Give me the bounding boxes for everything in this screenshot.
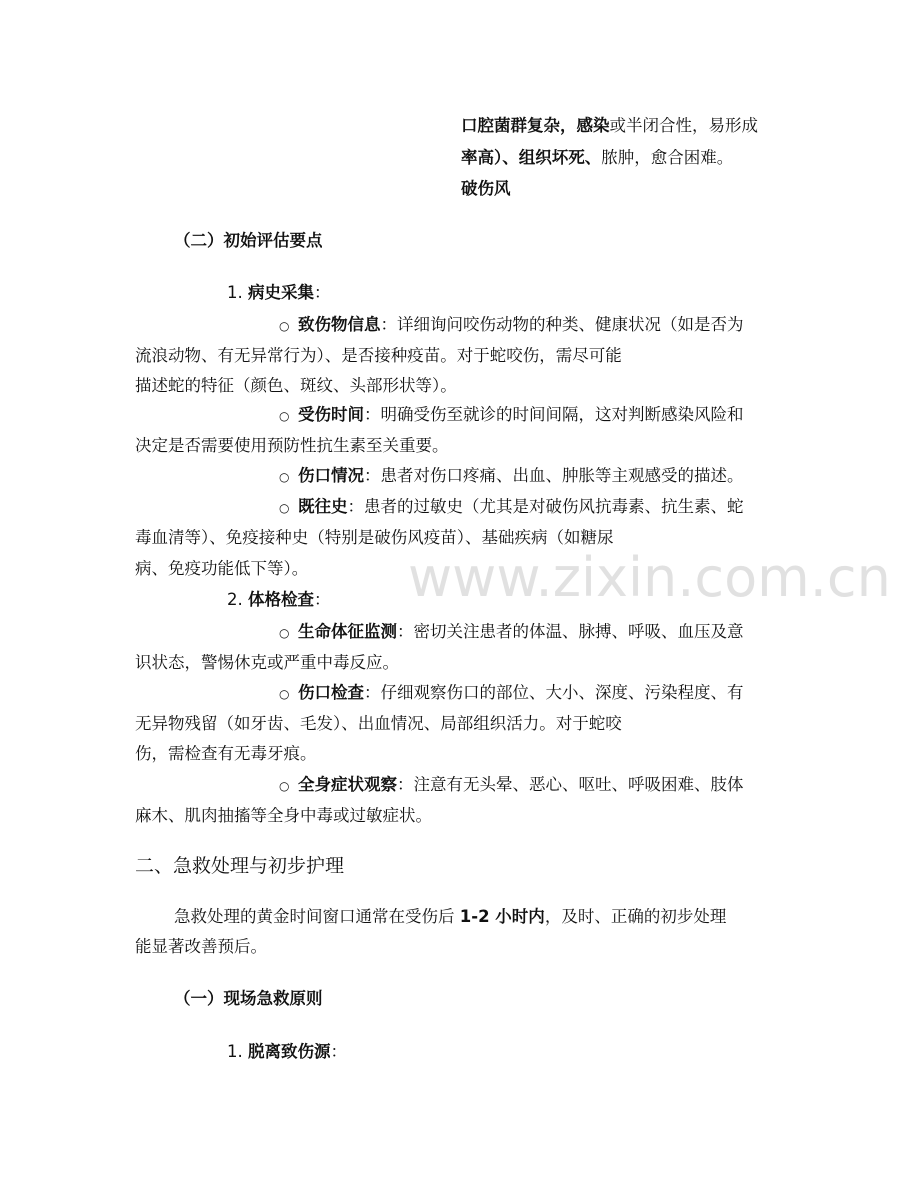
- section-heading-onsite-principles: （一）现场急救原则: [174, 989, 323, 1008]
- list-item-title: 脱离致伤源: [248, 1042, 331, 1061]
- watermark: www.zixin.com.cn: [408, 546, 891, 609]
- bullet-line: 决定是否需要使用预防性抗生素至关重要。: [135, 436, 449, 455]
- table-text-bold: 感染: [576, 116, 610, 135]
- bullet-line: [298, 317, 744, 334]
- bullet-line: 麻木、肌肉抽搐等全身中毒或过敏症状。: [135, 806, 432, 825]
- section-heading-initial-assessment: （二）初始评估要点: [174, 231, 323, 250]
- bullet-circle-icon: ○: [279, 626, 290, 640]
- bullet-line: 无异物残留（如牙齿、毛发）、出血情况、局部组织活力。对于蛇咬: [135, 714, 622, 733]
- table-text-bold: 口腔菌群复杂，: [461, 116, 577, 135]
- bullet-line: 毒血清等）、免疫接种史（特别是破伤风疫苗）、基础疾病（如糖尿: [135, 528, 614, 547]
- bullet-line: [298, 468, 744, 485]
- table-cell-line-3: 破伤风: [461, 179, 511, 198]
- list-number: 2.: [227, 590, 248, 609]
- bullet-text: ：明确受伤至就诊的时间间隔，这对判断感染风险和: [364, 405, 744, 424]
- bullet-term: 伤口情况: [298, 466, 364, 485]
- paragraph-text: 急救处理的黄金时间窗口通常在受伤后: [174, 907, 460, 926]
- list-colon: ：: [330, 1042, 347, 1061]
- paragraph-bold: 1-2 小时内: [459, 907, 545, 926]
- bullet-term: 生命体征监测: [298, 622, 397, 641]
- paragraph-text: ，及时、正确的初步处理: [544, 907, 727, 926]
- list-item-remove-source: [227, 1044, 347, 1061]
- bullet-line: 病、免疫功能低下等）。: [135, 559, 309, 578]
- list-item-title: 病史采集: [248, 283, 314, 302]
- bullet-line: 识状态，警惕休克或严重中毒反应。: [135, 653, 399, 672]
- list-number: 1.: [227, 1042, 248, 1061]
- bullet-text: ：仔细观察伤口的部位、大小、深度、污染程度、有: [364, 683, 744, 702]
- bullet-circle-icon: ○: [279, 470, 290, 484]
- bullet-circle-icon: ○: [279, 687, 290, 701]
- bullet-text: ：密切关注患者的体温、脉搏、呼吸、血压及意: [397, 622, 744, 641]
- bullet-circle-icon: ○: [279, 501, 290, 515]
- list-item-history: [227, 285, 331, 302]
- bullet-line: [298, 407, 744, 424]
- section-heading-first-aid: 二、急救处理与初步护理: [135, 855, 345, 877]
- bullet-line: [298, 685, 744, 702]
- bullet-term: 受伤时间: [298, 405, 364, 424]
- bullet-term: 伤口检查: [298, 683, 364, 702]
- table-cell-line-1: [461, 118, 758, 135]
- list-number: 1.: [227, 283, 248, 302]
- list-colon: ：: [314, 283, 331, 302]
- table-text-bold: 率高）、组织坏死、: [461, 148, 602, 167]
- list-item-title: 体格检查: [248, 590, 314, 609]
- table-text: 脓肿，愈合困难。: [601, 148, 734, 167]
- table-text: 或半闭合性，易形成: [609, 116, 758, 135]
- paragraph-line: [174, 909, 726, 926]
- bullet-term: 既往史: [298, 497, 348, 516]
- list-item-physical-exam: [227, 592, 331, 609]
- bullet-term: 致伤物信息: [298, 315, 381, 334]
- bullet-circle-icon: ○: [279, 319, 290, 333]
- bullet-line: [298, 624, 744, 641]
- bullet-text: ：患者对伤口疼痛、出血、肿胀等主观感受的描述。: [364, 466, 744, 485]
- bullet-line: [298, 777, 744, 794]
- bullet-circle-icon: ○: [279, 779, 290, 793]
- table-cell-line-2: [461, 150, 733, 167]
- bullet-line: 伤，需检查有无毒牙痕。: [135, 744, 317, 763]
- bullet-term: 全身症状观察: [298, 775, 397, 794]
- bullet-line: 流浪动物、有无异常行为）、是否接种疫苗。对于蛇咬伤，需尽可能: [135, 346, 622, 365]
- bullet-text: ：注意有无头晕、恶心、呕吐、呼吸困难、肢体: [397, 775, 744, 794]
- bullet-line: 描述蛇的特征（颜色、斑纹、头部形状等）。: [135, 376, 457, 395]
- list-colon: ：: [314, 590, 331, 609]
- paragraph-line: 能显著改善预后。: [135, 937, 267, 956]
- bullet-line: [298, 499, 744, 516]
- bullet-text: ：详细询问咬伤动物的种类、健康状况（如是否为: [380, 315, 744, 334]
- bullet-circle-icon: ○: [279, 409, 290, 423]
- bullet-text: ：患者的过敏史（尤其是对破伤风抗毒素、抗生素、蛇: [347, 497, 744, 516]
